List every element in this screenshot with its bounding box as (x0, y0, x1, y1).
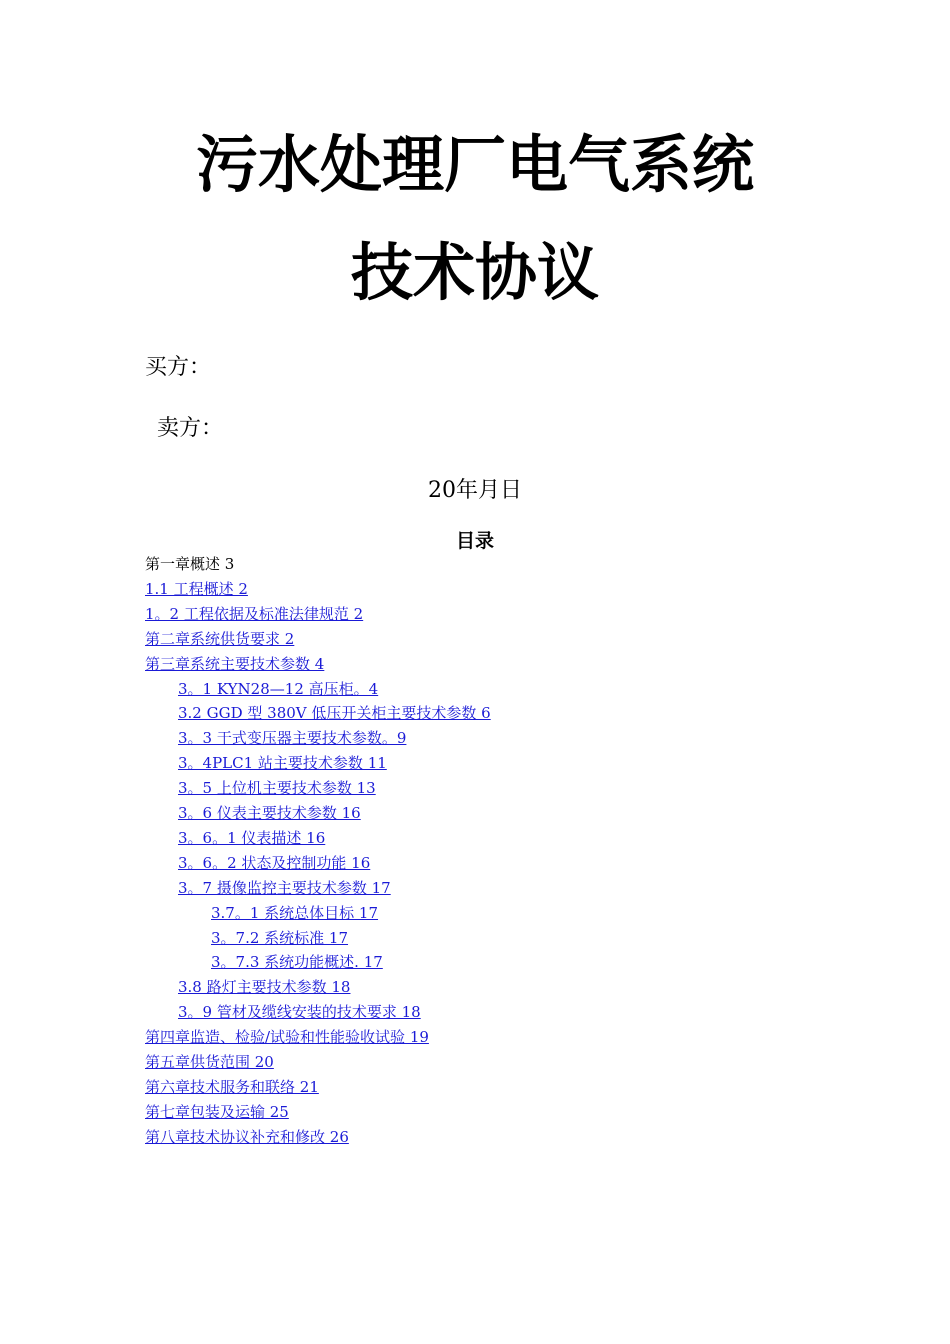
toc-entry: 第一章概述 3 (145, 555, 235, 573)
toc-entry[interactable]: 第五章供货范围 20 (145, 1053, 274, 1071)
toc-entry[interactable]: 3.8 路灯主要技术参数 18 (178, 978, 351, 997)
toc-entry[interactable]: 1。2 工程依据及标准法律规范 2 (145, 604, 364, 623)
document-title-line-2: 技术协议 (350, 236, 599, 309)
document-title-line-1: 污水处理厂电气系统 (195, 128, 754, 201)
toc-entry[interactable]: 3。7.2 系统标准 17 (211, 928, 349, 947)
toc-entry[interactable]: 第七章包装及运输 25 (145, 1102, 289, 1121)
toc-entry[interactable]: 3。6。1 仪表描述 16 (178, 828, 326, 847)
toc-entry[interactable]: 3。6。2 状态及控制功能 16 (178, 853, 371, 872)
toc-entry[interactable]: 第二章系统供货要求 2 (145, 629, 295, 648)
toc-entry[interactable]: 第四章监造、检验/试验和性能验收试验 19 (145, 1028, 429, 1047)
toc-entry[interactable]: 第八章技术协议补充和修改 26 (145, 1127, 349, 1146)
toc-entry[interactable]: 3。4PLC1 站主要技术参数 11 (178, 754, 387, 773)
toc-entry[interactable]: 3。9 管材及缆线安装的技术要求 18 (178, 1003, 421, 1022)
toc-entry[interactable]: 1.1 工程概述 2 (145, 579, 248, 598)
toc-entry[interactable]: 3.2 GGD 型 380V 低压开关柜主要技术参数 6 (178, 704, 491, 723)
buyer-label: 买方： (145, 355, 212, 380)
seller-label: 卖方： (157, 416, 224, 441)
toc-entry[interactable]: 3。6 仪表主要技术参数 16 (178, 804, 361, 822)
toc-entry[interactable]: 第六章技术服务和联络 21 (145, 1077, 319, 1096)
document-date: 20年月日 (428, 478, 522, 503)
toc-entry[interactable]: 3。5 上位机主要技术参数 13 (178, 779, 376, 798)
toc-entry[interactable]: 3。3 干式变压器主要技术参数。9 (178, 729, 407, 748)
toc-entry[interactable]: 3.7。1 系统总体目标 17 (211, 903, 379, 922)
toc-entry[interactable]: 3。7 摄像监控主要技术参数 17 (178, 878, 391, 897)
toc-heading: 目录 (455, 530, 494, 552)
toc-entry[interactable]: 3。1 KYN28—12 高压柜。4 (178, 679, 379, 698)
toc-entry[interactable]: 3。7.3 系统功能概述. 17 (211, 953, 383, 972)
toc-entry[interactable]: 第三章系统主要技术参数 4 (145, 654, 325, 673)
